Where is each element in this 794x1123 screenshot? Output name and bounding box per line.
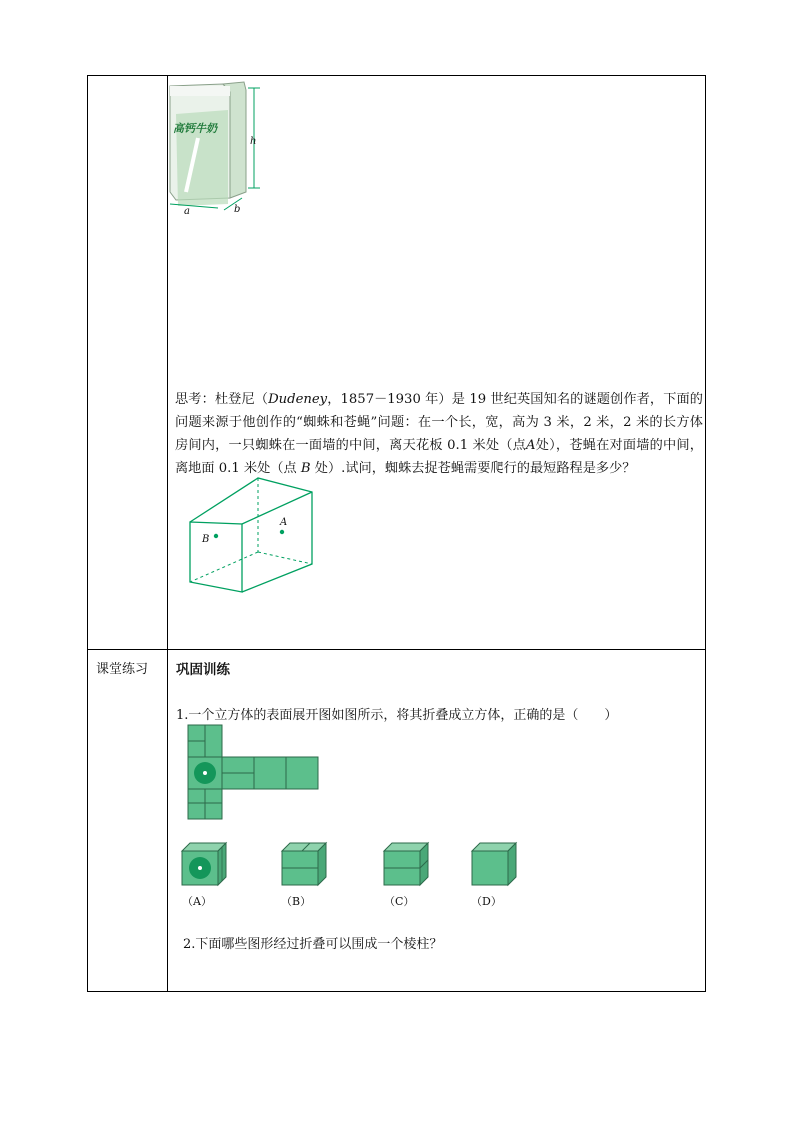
- option-cube-b: [282, 843, 328, 889]
- dim-a-label: a: [184, 206, 190, 217]
- dim-b-label: b: [234, 204, 241, 215]
- option-cube-d: [472, 843, 518, 889]
- option-cube-c: [384, 843, 430, 889]
- milk-carton-figure: [168, 80, 278, 220]
- milk-brand-text: 高钙牛奶: [173, 122, 217, 135]
- question-1: 1.一个立方体的表面展开图如图所示，将其折叠成立方体，正确的是（ ）: [176, 708, 618, 723]
- option-label-d: （D）: [471, 895, 502, 908]
- question-2: 2.下面哪些图形经过折叠可以围成一个棱柱？: [183, 937, 443, 952]
- row-divider: [88, 649, 705, 650]
- cube-net-figure: [186, 723, 321, 823]
- section-title: 巩固训练: [176, 662, 230, 678]
- worksheet-table: [87, 75, 706, 992]
- room-box-figure: [186, 474, 316, 594]
- dim-h-label: h: [250, 136, 257, 147]
- point-b: [214, 534, 218, 538]
- label-b: B: [202, 534, 210, 545]
- label-a: A: [280, 517, 288, 528]
- option-label-b: （B）: [281, 895, 312, 908]
- option-label-a: （A）: [182, 895, 212, 908]
- option-label-c: （C）: [384, 895, 415, 908]
- point-a: [280, 530, 284, 534]
- think-paragraph: 思考：杜登尼（Dudeney，1857－1930 年）是 19 世纪英国知名的谜题创作者，下面的问题来源于他创作的“蜘蛛和苍蝇”问题：在一个长，宽，高为 3 米，2 米，2 米的长方体房间内，一只蜘蛛在一面墙的中间，离天花板 0.1 米处（点A处），苍蝇在对面墙的中间，离地面 0.1 米处（点 B 处）.试问，蜘蛛去捉苍蝇需要爬行的最短路程是多少？: [175, 392, 703, 476]
- row-label-practice: 课堂练习: [96, 662, 149, 677]
- option-cube-a: [182, 843, 228, 889]
